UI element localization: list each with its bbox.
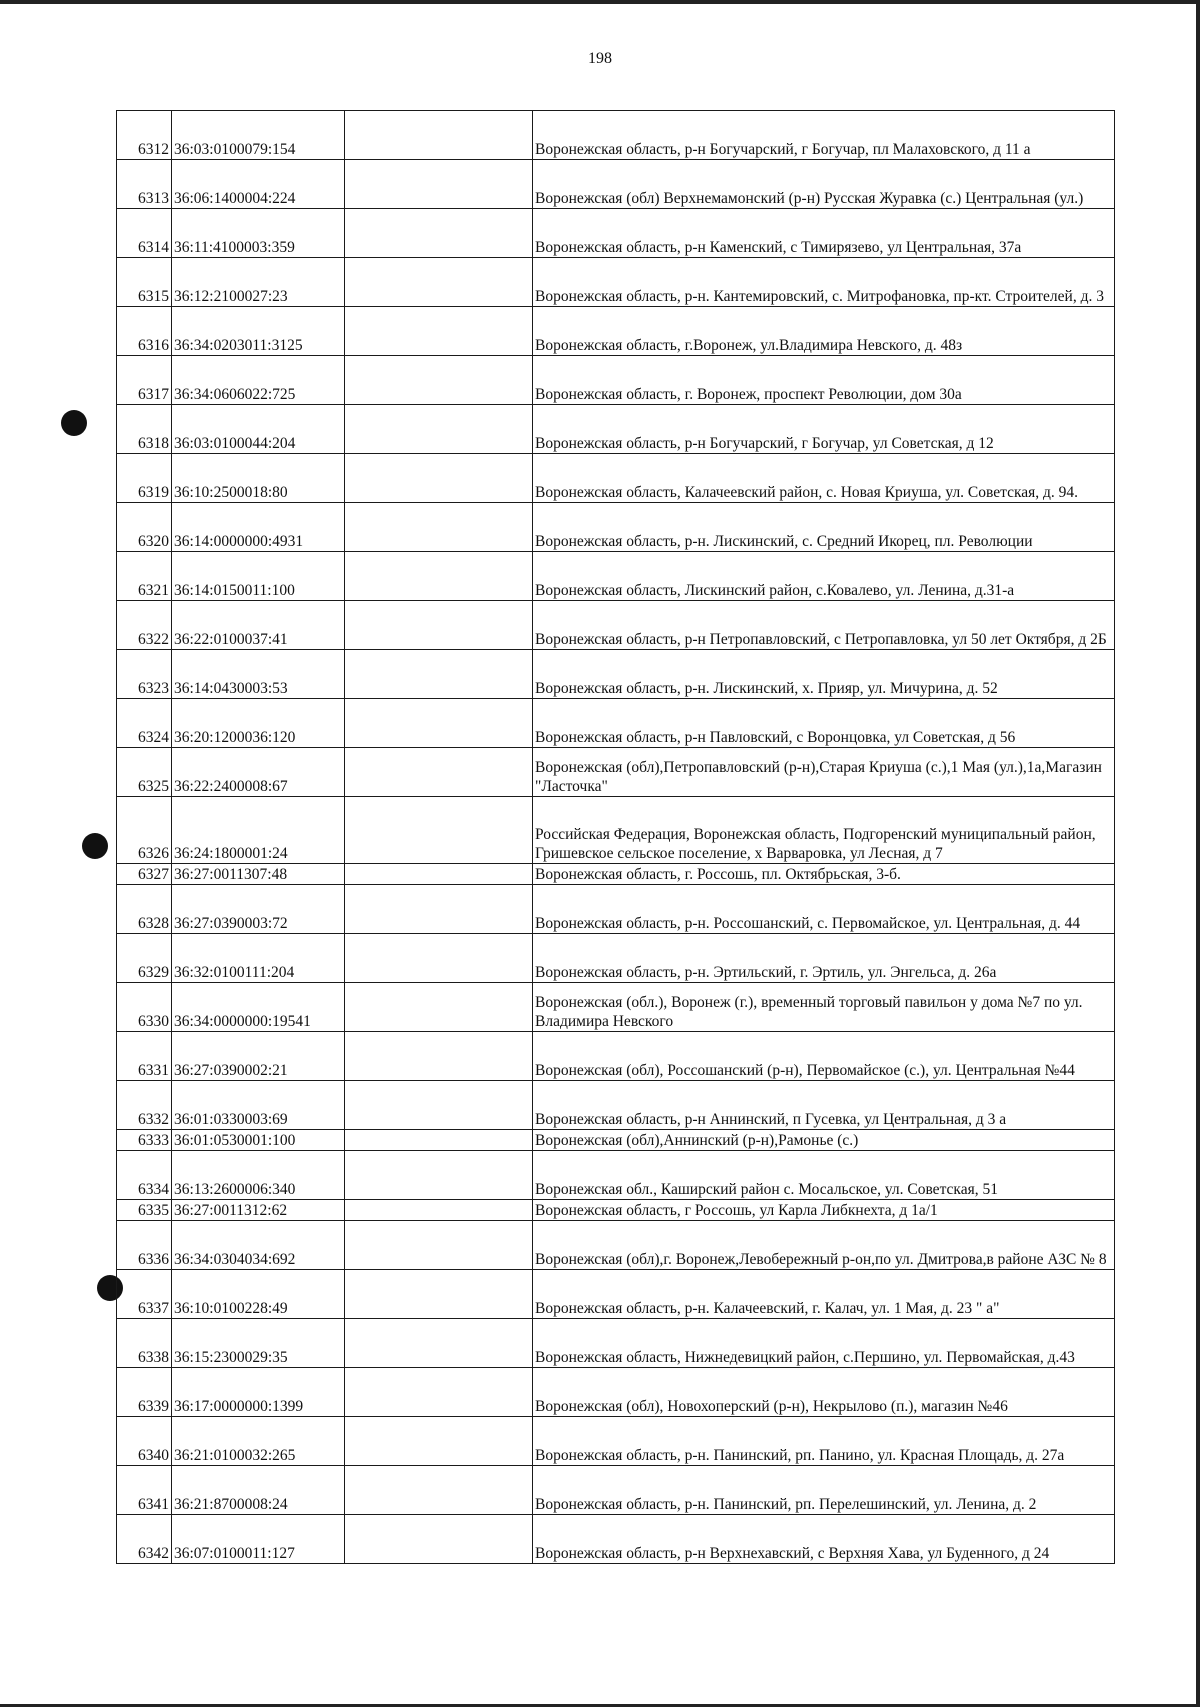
cadastral-number-cell: 36:03:0100044:204 [172,405,345,454]
table-row [117,405,1115,454]
page-number: 198 [588,50,612,67]
row-number-cell: 6338 [117,1319,172,1368]
punch-hole-mark [61,410,87,436]
address-cell: Воронежская область, р-н. Эртильский, г. Эртиль, ул. Энгельса, д. 26а [533,934,1115,983]
cadastral-number-cell: 36:14:0430003:53 [172,650,345,699]
scan-edge-right [1196,0,1200,1707]
address-cell: Воронежская область, р-н. Лискинский, х. Прияр, ул. Мичурина, д. 52 [533,650,1115,699]
blank-cell [345,864,533,885]
blank-cell [345,797,533,864]
punch-hole-mark [82,833,108,859]
row-number-cell: 6327 [117,864,172,885]
address-cell: Воронежская (обл),Аннинский (р-н),Рамонье (с.) [533,1130,1115,1151]
cadastral-number-cell: 36:07:0100011:127 [172,1515,345,1564]
address-cell: Воронежская область, р-н Верхнехавский, с Верхняя Хава, ул Буденного, д 24 [533,1515,1115,1564]
blank-cell [345,934,533,983]
table-row [117,650,1115,699]
table-row [117,601,1115,650]
table-row [117,1032,1115,1081]
table-row [117,258,1115,307]
table-row [117,454,1115,503]
row-number-cell: 6329 [117,934,172,983]
blank-cell [345,699,533,748]
cadastral-number-cell: 36:15:2300029:35 [172,1319,345,1368]
row-number-cell: 6342 [117,1515,172,1564]
table-row [117,983,1115,1032]
address-cell: Воронежская область, р-н Павловский, с Воронцовка, ул Советская, д 56 [533,699,1115,748]
blank-cell [345,1221,533,1270]
address-cell: Воронежская (обл),Петропавловский (р-н),Старая Криуша (с.),1 Мая (ул.),1а,Магазин "Ласточка" [533,748,1115,797]
table-row [117,1221,1115,1270]
table-row [117,934,1115,983]
table-row [117,160,1115,209]
table-row [117,1515,1115,1564]
cadastral-number-cell: 36:17:0000000:1399 [172,1368,345,1417]
table-row [117,1200,1115,1221]
row-number-cell: 6330 [117,983,172,1032]
blank-cell [345,650,533,699]
address-cell: Воронежская область, Нижнедевицкий район, с.Першино, ул. Первомайская, д.43 [533,1319,1115,1368]
cadastral-number-cell: 36:22:2400008:67 [172,748,345,797]
registry-table [116,110,1115,1564]
row-number-cell: 6320 [117,503,172,552]
blank-cell [345,1081,533,1130]
blank-cell [345,885,533,934]
cadastral-number-cell: 36:01:0330003:69 [172,1081,345,1130]
row-number-cell: 6323 [117,650,172,699]
table-row [117,1130,1115,1151]
row-number-cell: 6324 [117,699,172,748]
address-cell: Воронежская область, Лискинский район, с.Ковалево, ул. Ленина, д.31-а [533,552,1115,601]
cadastral-number-cell: 36:22:0100037:41 [172,601,345,650]
row-number-cell: 6325 [117,748,172,797]
address-cell: Воронежская обл., Каширский район с. Мосальское, ул. Советская, 51 [533,1151,1115,1200]
row-number-cell: 6312 [117,111,172,160]
row-number-cell: 6328 [117,885,172,934]
blank-cell [345,748,533,797]
table-row [117,864,1115,885]
address-cell: Воронежская (обл),г. Воронеж,Левобережный р-он,по ул. Дмитрова,в районе АЗС № 8 [533,1221,1115,1270]
table-row [117,503,1115,552]
cadastral-number-cell: 36:34:0606022:725 [172,356,345,405]
cadastral-number-cell: 36:20:1200036:120 [172,699,345,748]
address-cell: Воронежская область, р-н Аннинский, п Гусевка, ул Центральная, д 3 а [533,1081,1115,1130]
blank-cell [345,983,533,1032]
table-row [117,1081,1115,1130]
row-number-cell: 6331 [117,1032,172,1081]
address-cell: Воронежская (обл) Верхнемамонский (р-н) Русская Журавка (с.) Центральная (ул.) [533,160,1115,209]
blank-cell [345,552,533,601]
address-cell: Воронежская область, г. Россошь, пл. Октябрьская, 3-б. [533,864,1115,885]
address-cell: Воронежская область, г. Воронеж, проспект Революции, дом 30а [533,356,1115,405]
table-row [117,209,1115,258]
blank-cell [345,1270,533,1319]
table-row [117,1466,1115,1515]
address-cell: Воронежская область, г.Воронеж, ул.Владимира Невского, д. 48з [533,307,1115,356]
address-cell: Воронежская область, р-н Каменский, с Тимирязево, ул Центральная, 37а [533,209,1115,258]
table-row [117,1368,1115,1417]
table-row [117,1270,1115,1319]
row-number-cell: 6337 [117,1270,172,1319]
row-number-cell: 6334 [117,1151,172,1200]
address-cell: Воронежская область, р-н. Россошанский, с. Первомайское, ул. Центральная, д. 44 [533,885,1115,934]
table-row [117,307,1115,356]
blank-cell [345,1515,533,1564]
address-cell: Воронежская область, р-н. Кантемировский, с. Митрофановка, пр-кт. Строителей, д. 3 [533,258,1115,307]
cadastral-number-cell: 36:34:0000000:19541 [172,983,345,1032]
address-cell: Воронежская область, р-н. Панинский, рп. Панино, ул. Красная Площадь, д. 27а [533,1417,1115,1466]
address-cell: Воронежская область, р-н. Панинский, рп. Перелешинский, ул. Ленина, д. 2 [533,1466,1115,1515]
cadastral-number-cell: 36:34:0203011:3125 [172,307,345,356]
cadastral-number-cell: 36:14:0000000:4931 [172,503,345,552]
row-number-cell: 6322 [117,601,172,650]
cadastral-number-cell: 36:10:2500018:80 [172,454,345,503]
registry-table-body [117,111,1115,1564]
table-row [117,885,1115,934]
address-cell: Воронежская область, р-н. Лискинский, с. Средний Икорец, пл. Революции [533,503,1115,552]
cadastral-number-cell: 36:14:0150011:100 [172,552,345,601]
address-cell: Воронежская область, г Россошь, ул Карла Либкнехта, д 1а/1 [533,1200,1115,1221]
cadastral-number-cell: 36:03:0100079:154 [172,111,345,160]
cadastral-number-cell: 36:32:0100111:204 [172,934,345,983]
blank-cell [345,1032,533,1081]
blank-cell [345,307,533,356]
cadastral-number-cell: 36:11:4100003:359 [172,209,345,258]
blank-cell [345,1417,533,1466]
blank-cell [345,1319,533,1368]
cadastral-number-cell: 36:21:8700008:24 [172,1466,345,1515]
cadastral-number-cell: 36:10:0100228:49 [172,1270,345,1319]
blank-cell [345,1200,533,1221]
row-number-cell: 6332 [117,1081,172,1130]
blank-cell [345,1151,533,1200]
row-number-cell: 6318 [117,405,172,454]
row-number-cell: 6314 [117,209,172,258]
blank-cell [345,160,533,209]
row-number-cell: 6317 [117,356,172,405]
row-number-cell: 6315 [117,258,172,307]
row-number-cell: 6341 [117,1466,172,1515]
cadastral-number-cell: 36:12:2100027:23 [172,258,345,307]
cadastral-number-cell: 36:27:0390002:21 [172,1032,345,1081]
table-row [117,748,1115,797]
blank-cell [345,1466,533,1515]
address-cell: Воронежская (обл), Новохоперский (р-н), Некрылово (п.), магазин №46 [533,1368,1115,1417]
row-number-cell: 6333 [117,1130,172,1151]
table-row [117,1319,1115,1368]
blank-cell [345,356,533,405]
blank-cell [345,258,533,307]
address-cell: Воронежская область, р-н Петропавловский, с Петропавловка, ул 50 лет Октября, д 2Б [533,601,1115,650]
address-cell: Российская Федерация, Воронежская область, Подгоренский муниципальный район, Гришевское сельское поселение, х Варваровка, ул Лесная, д 7 [533,797,1115,864]
table-row [117,797,1115,864]
address-cell: Воронежская область, Калачеевский район, с. Новая Криуша, ул. Советская, д. 94. [533,454,1115,503]
cadastral-number-cell: 36:34:0304034:692 [172,1221,345,1270]
address-cell: Воронежская (обл.), Воронеж (г.), временный торговый павильон у дома №7 по ул. Владимира Невского [533,983,1115,1032]
blank-cell [345,1130,533,1151]
address-cell: Воронежская область, р-н Богучарский, г Богучар, ул Советская, д 12 [533,405,1115,454]
row-number-cell: 6313 [117,160,172,209]
cadastral-number-cell: 36:24:1800001:24 [172,797,345,864]
cadastral-number-cell: 36:27:0390003:72 [172,885,345,934]
table-row [117,111,1115,160]
blank-cell [345,1368,533,1417]
blank-cell [345,209,533,258]
row-number-cell: 6321 [117,552,172,601]
cadastral-number-cell: 36:01:0530001:100 [172,1130,345,1151]
row-number-cell: 6340 [117,1417,172,1466]
row-number-cell: 6336 [117,1221,172,1270]
scan-edge-top [0,0,1200,4]
cadastral-number-cell: 36:13:2600006:340 [172,1151,345,1200]
table-row [117,1417,1115,1466]
row-number-cell: 6319 [117,454,172,503]
blank-cell [345,503,533,552]
table-row [117,552,1115,601]
blank-cell [345,111,533,160]
row-number-cell: 6316 [117,307,172,356]
address-cell: Воронежская область, р-н Богучарский, г Богучар, пл Малаховского, д 11 а [533,111,1115,160]
address-cell: Воронежская (обл), Россошанский (р-н), Первомайское (с.), ул. Центральная №44 [533,1032,1115,1081]
row-number-cell: 6335 [117,1200,172,1221]
table-row [117,699,1115,748]
table-row [117,356,1115,405]
blank-cell [345,405,533,454]
cadastral-number-cell: 36:06:1400004:224 [172,160,345,209]
cadastral-number-cell: 36:27:0011307:48 [172,864,345,885]
row-number-cell: 6339 [117,1368,172,1417]
cadastral-number-cell: 36:27:0011312:62 [172,1200,345,1221]
row-number-cell: 6326 [117,797,172,864]
address-cell: Воронежская область, р-н. Калачеевский, г. Калач, ул. 1 Мая, д. 23 " а" [533,1270,1115,1319]
table-row [117,1151,1115,1200]
blank-cell [345,601,533,650]
blank-cell [345,454,533,503]
cadastral-number-cell: 36:21:0100032:265 [172,1417,345,1466]
